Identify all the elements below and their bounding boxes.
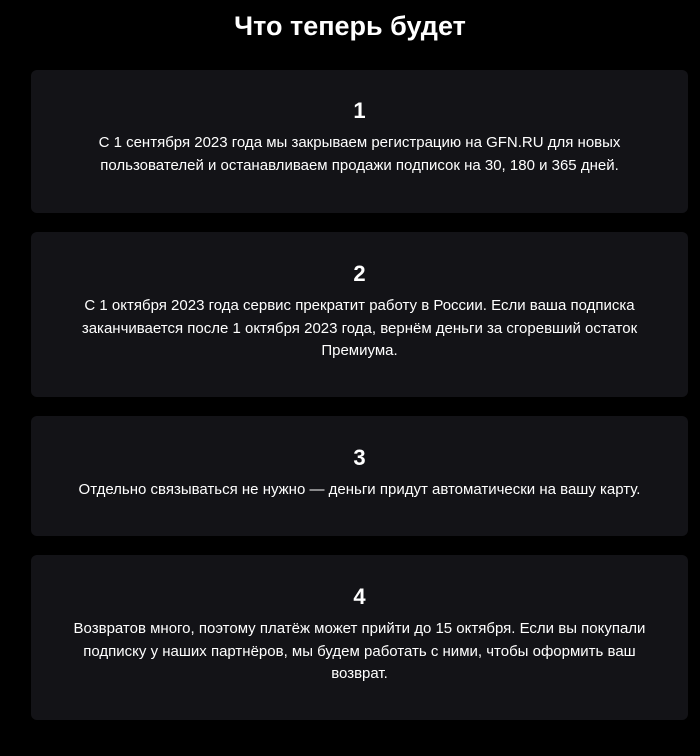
step-number: 3 [353,445,366,470]
step-text: Возвратов много, поэтому платёж может прийти до 15 октября. Если вы покупали подписку у наших партнёров, мы будем работать с ними, чтобы оформить ваш возврат. [73,620,646,682]
step-text: Отдельно связываться не нужно — деньги придут автоматически на вашу карту. [78,481,641,498]
step-number: 1 [353,98,366,123]
step-card-4 [31,555,688,720]
step-number: 2 [353,261,366,286]
step-card-3 [31,416,688,536]
step-number: 4 [353,584,366,609]
step-card-2 [31,232,688,397]
step-card-1 [31,70,688,213]
step-text: С 1 сентября 2023 года мы закрываем регистрацию на GFN.RU для новых пользователей и останавливаем продажи подписок на 30, 180 и 365 дней. [98,134,621,174]
step-text: С 1 октября 2023 года сервис прекратит работу в России. Если ваша подписка заканчивается после 1 октября 2023 года, вернём деньги за сгоревший остаток Премиума. [81,297,638,359]
page-title: Что теперь будет [234,11,466,41]
